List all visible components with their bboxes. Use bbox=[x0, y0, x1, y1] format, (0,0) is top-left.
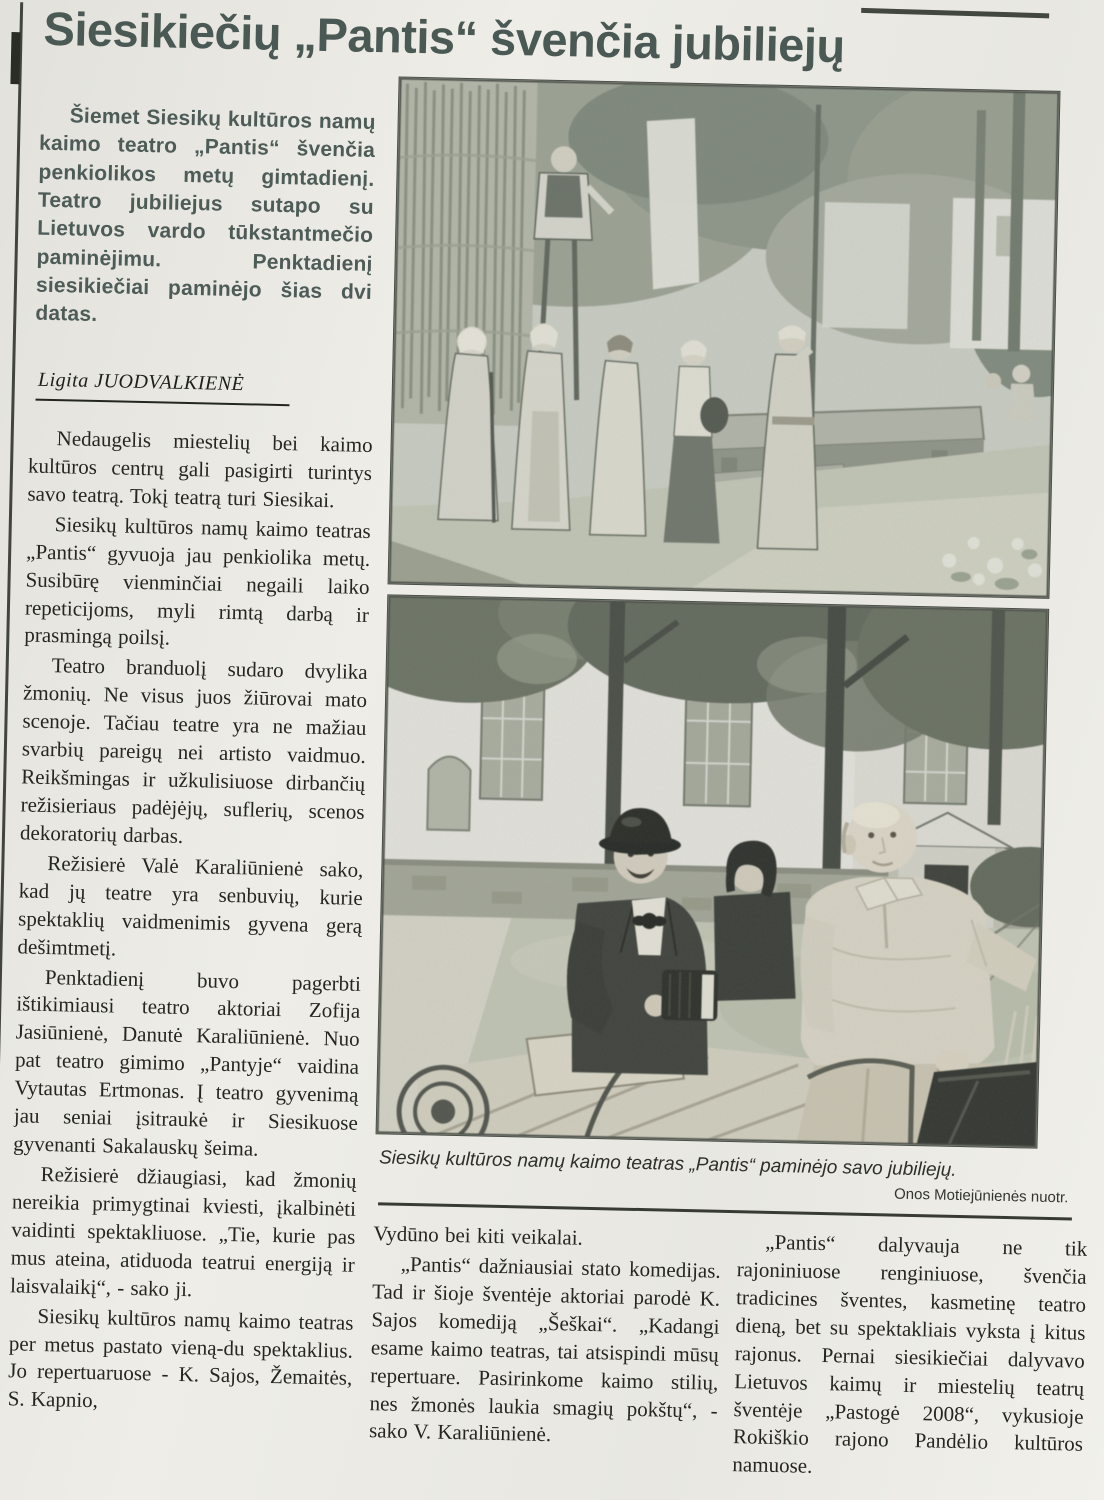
photo-actors-on-cart bbox=[376, 594, 1050, 1148]
article-headline: Siesikiečių „Pantis“ švenčia jubiliejų bbox=[43, 1, 846, 73]
paragraph: Režisierė džiaugiasi, kad žmonių nereikia primygtinai kviesti, įkalbinėti vaidinti spektakliuose. „Tie, kurie pas mus ateina, atiduoda teatrui energiją ir laisvalaikį“, - sako ji. bbox=[9, 1161, 357, 1301]
photo-credit: Onos Motiejūnienės nuotr. bbox=[893, 1185, 1069, 1207]
paragraph: „Pantis“ dalyvauja ne tik rajoniniuose renginiuose, švenčia tradicines šventes, kasmetinę teatro dieną, bet su spektakliais vyksta į kitus rajonus. Pernai siesikiečiai dalyvavo Lietuvos kaimų ir miestelių teatrų šventėje „Pastogė 2008“, vykusioje Rokiškio rajono Pandėlio kultūros namuose. bbox=[732, 1229, 1088, 1479]
lead-paragraph: Šiemet Siesikų kultūros namų kaimo teatro „Pantis“ švenčia penkiolikos metų gimtadienį. Teatro jubiliejus sutapo su Lietuvos vardo tūkstantmečio paminėjimu. Penktadienį siesikiečiai paminėjo šias dvi datas. bbox=[35, 104, 376, 327]
body-column-2 bbox=[368, 1220, 722, 1500]
theatre-scene-illustration bbox=[389, 78, 1060, 598]
top-separator-rule bbox=[861, 8, 1049, 18]
section-divider-rule bbox=[378, 1202, 1072, 1220]
paragraph: Penktadienį buvo pagerbti ištikimiausi teatro aktoriai Zofija Jasiūnienė, Danutė Karaliūnienė. Nuo pat teatro gimimo „Pantyje“ vaidina Vytautas Ertmonas. Į teatro gyvenimą jau seniai įsitraukė ir Siesikuose gyvenanti Sakalauskų šeima. bbox=[13, 964, 362, 1161]
body-column-3 bbox=[732, 1228, 1088, 1500]
paragraph: Režisierė Valė Karaliūnienė sako, kad jų teatre yra senbuvių, kurie spektaklių vaidmenimis gyvena gerą dešimtmetį. bbox=[17, 850, 364, 961]
photo-caption: Siesikų kultūros namų kaimo teatras „Pantis“ paminėjo savo jubiliejų. bbox=[378, 1147, 957, 1181]
page-edge-mark bbox=[10, 32, 20, 84]
photo-theatre-performance bbox=[388, 76, 1061, 598]
paragraph: Nedaugelis miestelių bei kaimo kultūros centrų gali pasigirti turintys savo teatrą. Tokį teatrą turi Siesikai. bbox=[27, 426, 373, 513]
paragraph: „Pantis“ dažniausiai stato komedijas. Tad ir šioje šventėje aktoriai parodė K. Sajos komediją „Šeškai“. „Kadangi esame kaimo teatras, tai atsispindi mūsų repertuare. Pasirinkome kaimo stilių, nes žmonės laukia smagių pokštų“, - sako V. Karaliūnienė. bbox=[368, 1251, 721, 1447]
paragraph: Vydūno bei kiti veikalai. bbox=[373, 1221, 584, 1250]
body-column-1 bbox=[6, 425, 373, 1488]
paragraph: Siesikų kultūros namų kaimo teatras „Pantis“ gyvuoja jau penkiolika metų. Susibūrę vienminčiai negaili laiko repeticijoms, myli rimtą darbą ir prasmingą poilsį. bbox=[24, 511, 372, 651]
paragraph: Siesikų kultūros namų kaimo teatras per metus pastato vieną-du spektaklius. Jo repertuaruose - K. Sajos, Žemaitės, S. Kapnio, bbox=[7, 1303, 354, 1413]
byline: Ligita JUODVALKIENĖ bbox=[35, 369, 290, 407]
cart-scene-illustration bbox=[377, 595, 1049, 1147]
paragraph: Teatro branduolį sudaro dvylika žmonių. Ne visus juos žiūrovai mato scenoje. Tačiau teatre yra ne mažiau svarbių pareigų nei artisto vaidmuo. Reikšmingas ir užkulisiuose dirbančių režisieriaus padėjėjų, suflerių, scenos dekoratorių darbas. bbox=[19, 653, 368, 848]
photo-caption-block bbox=[378, 1146, 1075, 1206]
